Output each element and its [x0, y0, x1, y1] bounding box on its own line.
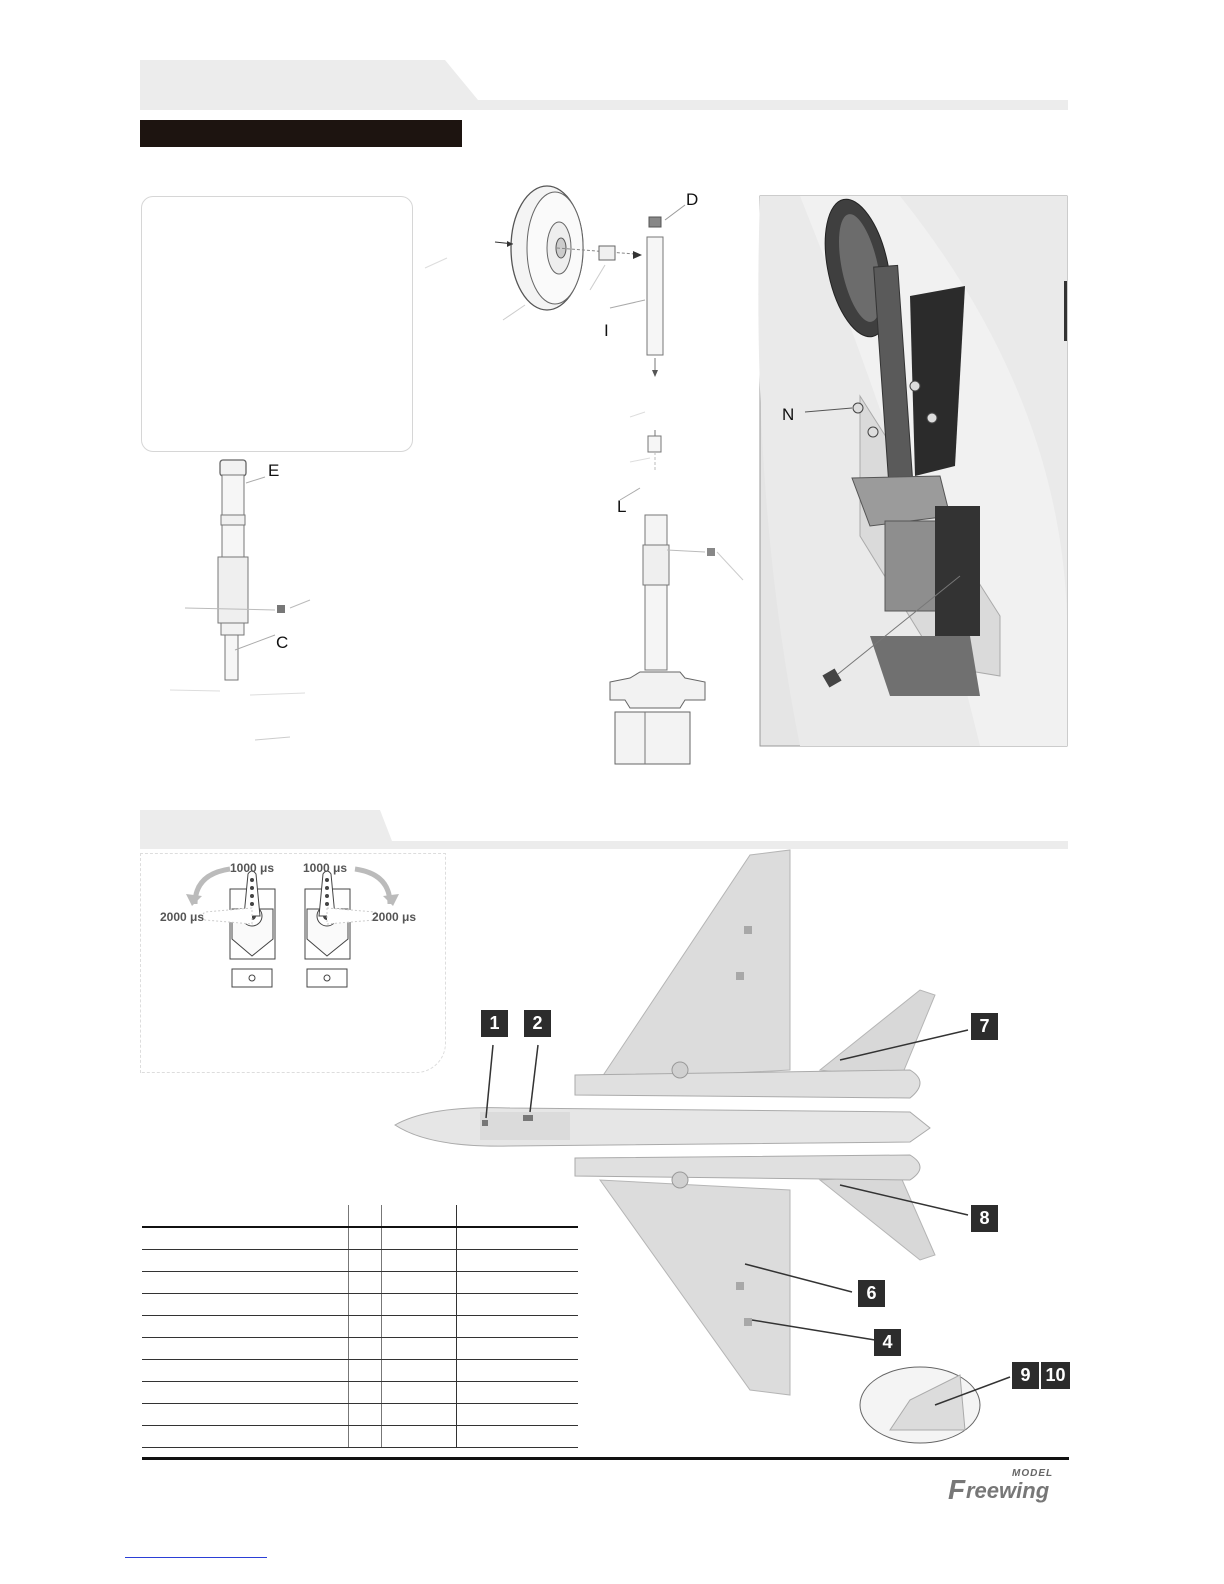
left-servo-top-label: 1000 μs — [230, 861, 275, 875]
callout-badge-1: 1 — [481, 1010, 508, 1037]
nose-gear-drawing — [495, 180, 755, 770]
table-row — [142, 1293, 578, 1315]
callout-e: E — [268, 461, 280, 480]
instruction-text-box — [141, 196, 413, 452]
table-row — [142, 1271, 578, 1293]
table-row — [142, 1227, 578, 1249]
callout-badge-2: 2 — [524, 1010, 551, 1037]
callout-badge-10: 10 — [1041, 1362, 1070, 1389]
table-header-row — [142, 1205, 578, 1227]
channel-table — [142, 1205, 578, 1448]
callout-badge-4: 4 — [874, 1329, 901, 1356]
footer-rule — [142, 1457, 1069, 1460]
table-row — [142, 1359, 578, 1381]
callout-l: L — [617, 497, 627, 516]
installed-gear-render — [760, 196, 1067, 746]
callout-c: C — [276, 633, 289, 652]
logo-superscript: MODEL — [1012, 1468, 1054, 1479]
table-row — [142, 1381, 578, 1403]
callout-badge-7: 7 — [971, 1013, 998, 1040]
page-bottom-link-line — [125, 1557, 267, 1558]
freewing-logo — [948, 1468, 1070, 1504]
table-row — [142, 1249, 578, 1271]
callout-d: D — [686, 190, 699, 209]
callout-badge-8: 8 — [971, 1205, 998, 1232]
right-servo-top-label: 1000 μs — [303, 861, 348, 875]
callout-badge-9: 9 — [1012, 1362, 1039, 1389]
logo-initial: F — [948, 1474, 966, 1505]
right-servo-side-label: 2000 μs — [372, 910, 417, 924]
callout-n: N — [782, 405, 795, 424]
table-row — [142, 1337, 578, 1359]
section-header-tab-landing-gear — [0, 0, 1224, 120]
callout-i: I — [604, 321, 609, 340]
left-servo-side-label: 2000 μs — [160, 910, 205, 924]
main-gear-strut-drawing — [180, 455, 340, 755]
table-row — [142, 1315, 578, 1337]
callout-badge-6: 6 — [858, 1280, 885, 1307]
table-row — [142, 1403, 578, 1425]
logo-text: reewing — [966, 1478, 1050, 1503]
table-row — [142, 1425, 578, 1447]
right-servo-diagram — [275, 864, 405, 1004]
section-title-band — [140, 120, 462, 147]
